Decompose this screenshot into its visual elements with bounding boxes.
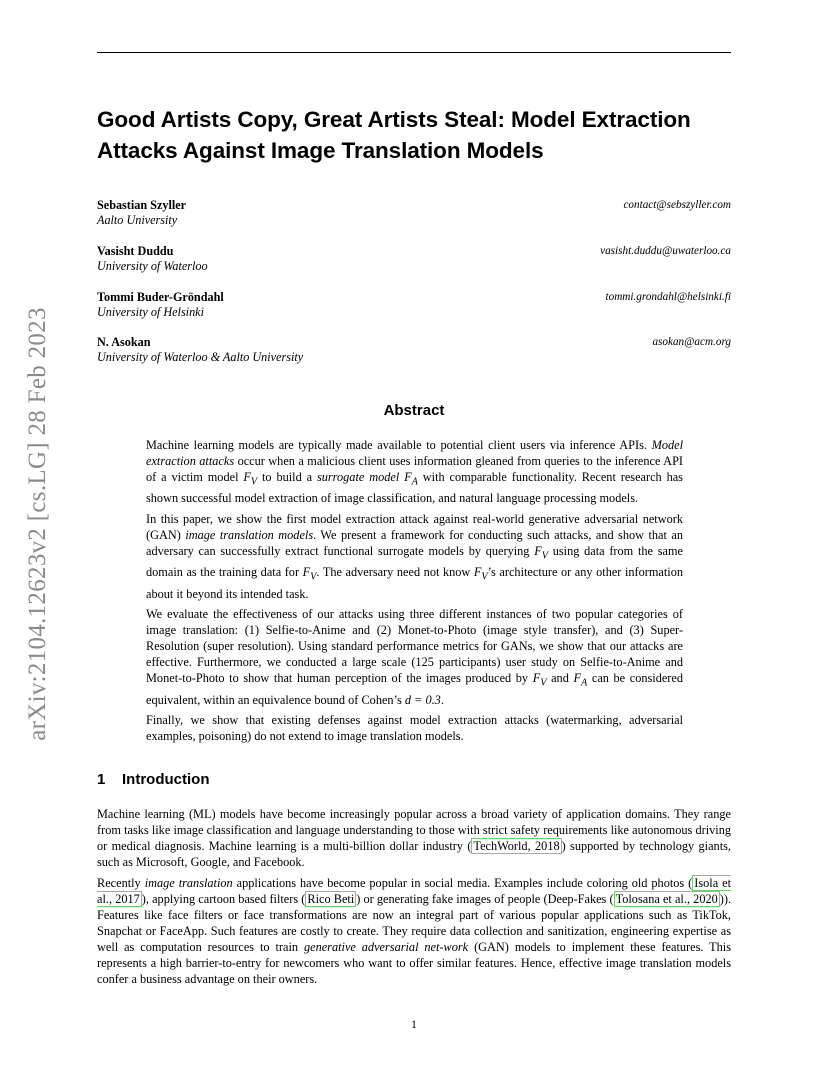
paper-title: Good Artists Copy, Great Artists Steal: Model Extraction Attacks Against Image Translation Models bbox=[97, 107, 691, 163]
body-paragraph: Recently image translation applications have become popular in social media. Examples include coloring old photos ( Isola et al., 2017 ), applying cartoon based filters ( Rico Beti ) or generating fake images of people (Deep-Fakes ( Tolosana et al., 2020 )). Features like face filters or face transformations are now an integral part of various popular applications such as TikTok, Snapchat or FaceApp. Such features are costly to create. They require data collection and sanitization, engineering expertise as well as computation resources to train generative adversarial net-work (GAN) models to implement these features. This represents a high barrier-to-entry for newcomers who want to offer similar features. Hence, effective image translation models confer a business advantage on their owners. bbox=[97, 876, 732, 986]
citation-link[interactable]: Tolosana et al., 2020 bbox=[615, 892, 718, 906]
abstract-heading: Abstract bbox=[383, 402, 445, 419]
author-email[interactable]: asokan@acm.org bbox=[652, 336, 731, 348]
section-heading bbox=[97, 771, 209, 788]
page-number: 1 bbox=[411, 1017, 417, 1031]
author-affiliation: University of Waterloo bbox=[97, 259, 208, 273]
abstract-paragraph: Machine learning models are typically made available to potential client users via inference APIs. Model extraction attacks occur when a malicious client uses information gleaned from queries to the inference API of a victim model $F_V$ to build a surrogate model $F_A$ with comparable functionality. Recent research has shown successful model extraction of image classification, and natural language processing models. bbox=[146, 438, 684, 506]
author-name: Tommi Buder-Gröndahl bbox=[97, 290, 224, 304]
citation-link[interactable]: Isola et al., 2017 bbox=[97, 876, 732, 906]
author-affiliation: University of Helsinki bbox=[97, 305, 204, 319]
author-email[interactable]: tommi.grondahl@helsinki.fi bbox=[605, 291, 731, 303]
abstract-paragraph: Finally, we show that existing defenses against model extraction attacks (watermarking, adversarial examples, poisoning) do not extend to image translation models. bbox=[146, 713, 683, 744]
citation-link[interactable]: TechWorld, 2018 bbox=[473, 839, 560, 853]
author-name: Sebastian Szyller bbox=[97, 198, 187, 212]
author-name: Vasisht Duddu bbox=[97, 244, 174, 258]
author-block-3 bbox=[97, 290, 731, 320]
section-title: Introduction bbox=[122, 771, 210, 788]
author-email[interactable]: contact@sebszyller.com bbox=[623, 199, 731, 211]
arxiv-id[interactable]: arXiv:2104.12623v2 [cs.LG] 28 Feb 2023 bbox=[24, 307, 51, 741]
abstract-paragraph: In this paper, we show the first model extraction attack against real-world generative adversarial network (GAN) image translation models. We present a framework for conducting such attacks, and show that an adversary can successfully extract functional surrogate models by querying $F_V$ using data from the same domain as the training data for $F_V$. The adversary need not know $F_V’s$ architecture or any other information about it beyond its intended task. bbox=[146, 511, 684, 601]
body-paragraph: Machine learning (ML) models have become increasingly popular across a broad variety of application domains. They range from tasks like image classification and language understanding to those with strict safety requirements like autonomous driving or medical diagnosis. Machine learning is a multi-billion dollar industry ( TechWorld, 2018 ) supported by technology giants, such as Microsoft, Google, and Facebook. bbox=[97, 807, 731, 869]
top-rule bbox=[97, 52, 731, 53]
abstract-paragraph: We evaluate the effectiveness of our attacks using three different instances of two popular categories of image translation: (1) Selfie-to-Anime and (2) Monet-to-Photo (image style transfer), and (3) Super-Resolution (super resolution). Using standard performance metrics for GANs, we show that our attacks are effective. Furthermore, we conducted a large scale (125 participants) user study on Selfie-to-Anime and Monet-to-Photo to show that human perception of the images produced by $F_V$ and $F_A$ can be considered equivalent, within an equivalence bound of Cohen’s d = 0.3. bbox=[146, 607, 684, 707]
author-email[interactable]: vasisht.duddu@uwaterloo.ca bbox=[600, 245, 731, 257]
author-affiliation: University of Waterloo & Aalto University bbox=[97, 350, 304, 364]
citation-link[interactable]: Rico Beti bbox=[307, 892, 355, 906]
author-block-1 bbox=[97, 198, 731, 228]
author-name: N. Asokan bbox=[97, 335, 151, 349]
abstract-body bbox=[146, 437, 683, 749]
author-affiliation: Aalto University bbox=[97, 213, 178, 227]
section-number: 1 bbox=[97, 771, 106, 788]
author-block-2 bbox=[97, 244, 731, 274]
author-block-4 bbox=[97, 335, 731, 365]
intro-body bbox=[97, 806, 731, 992]
